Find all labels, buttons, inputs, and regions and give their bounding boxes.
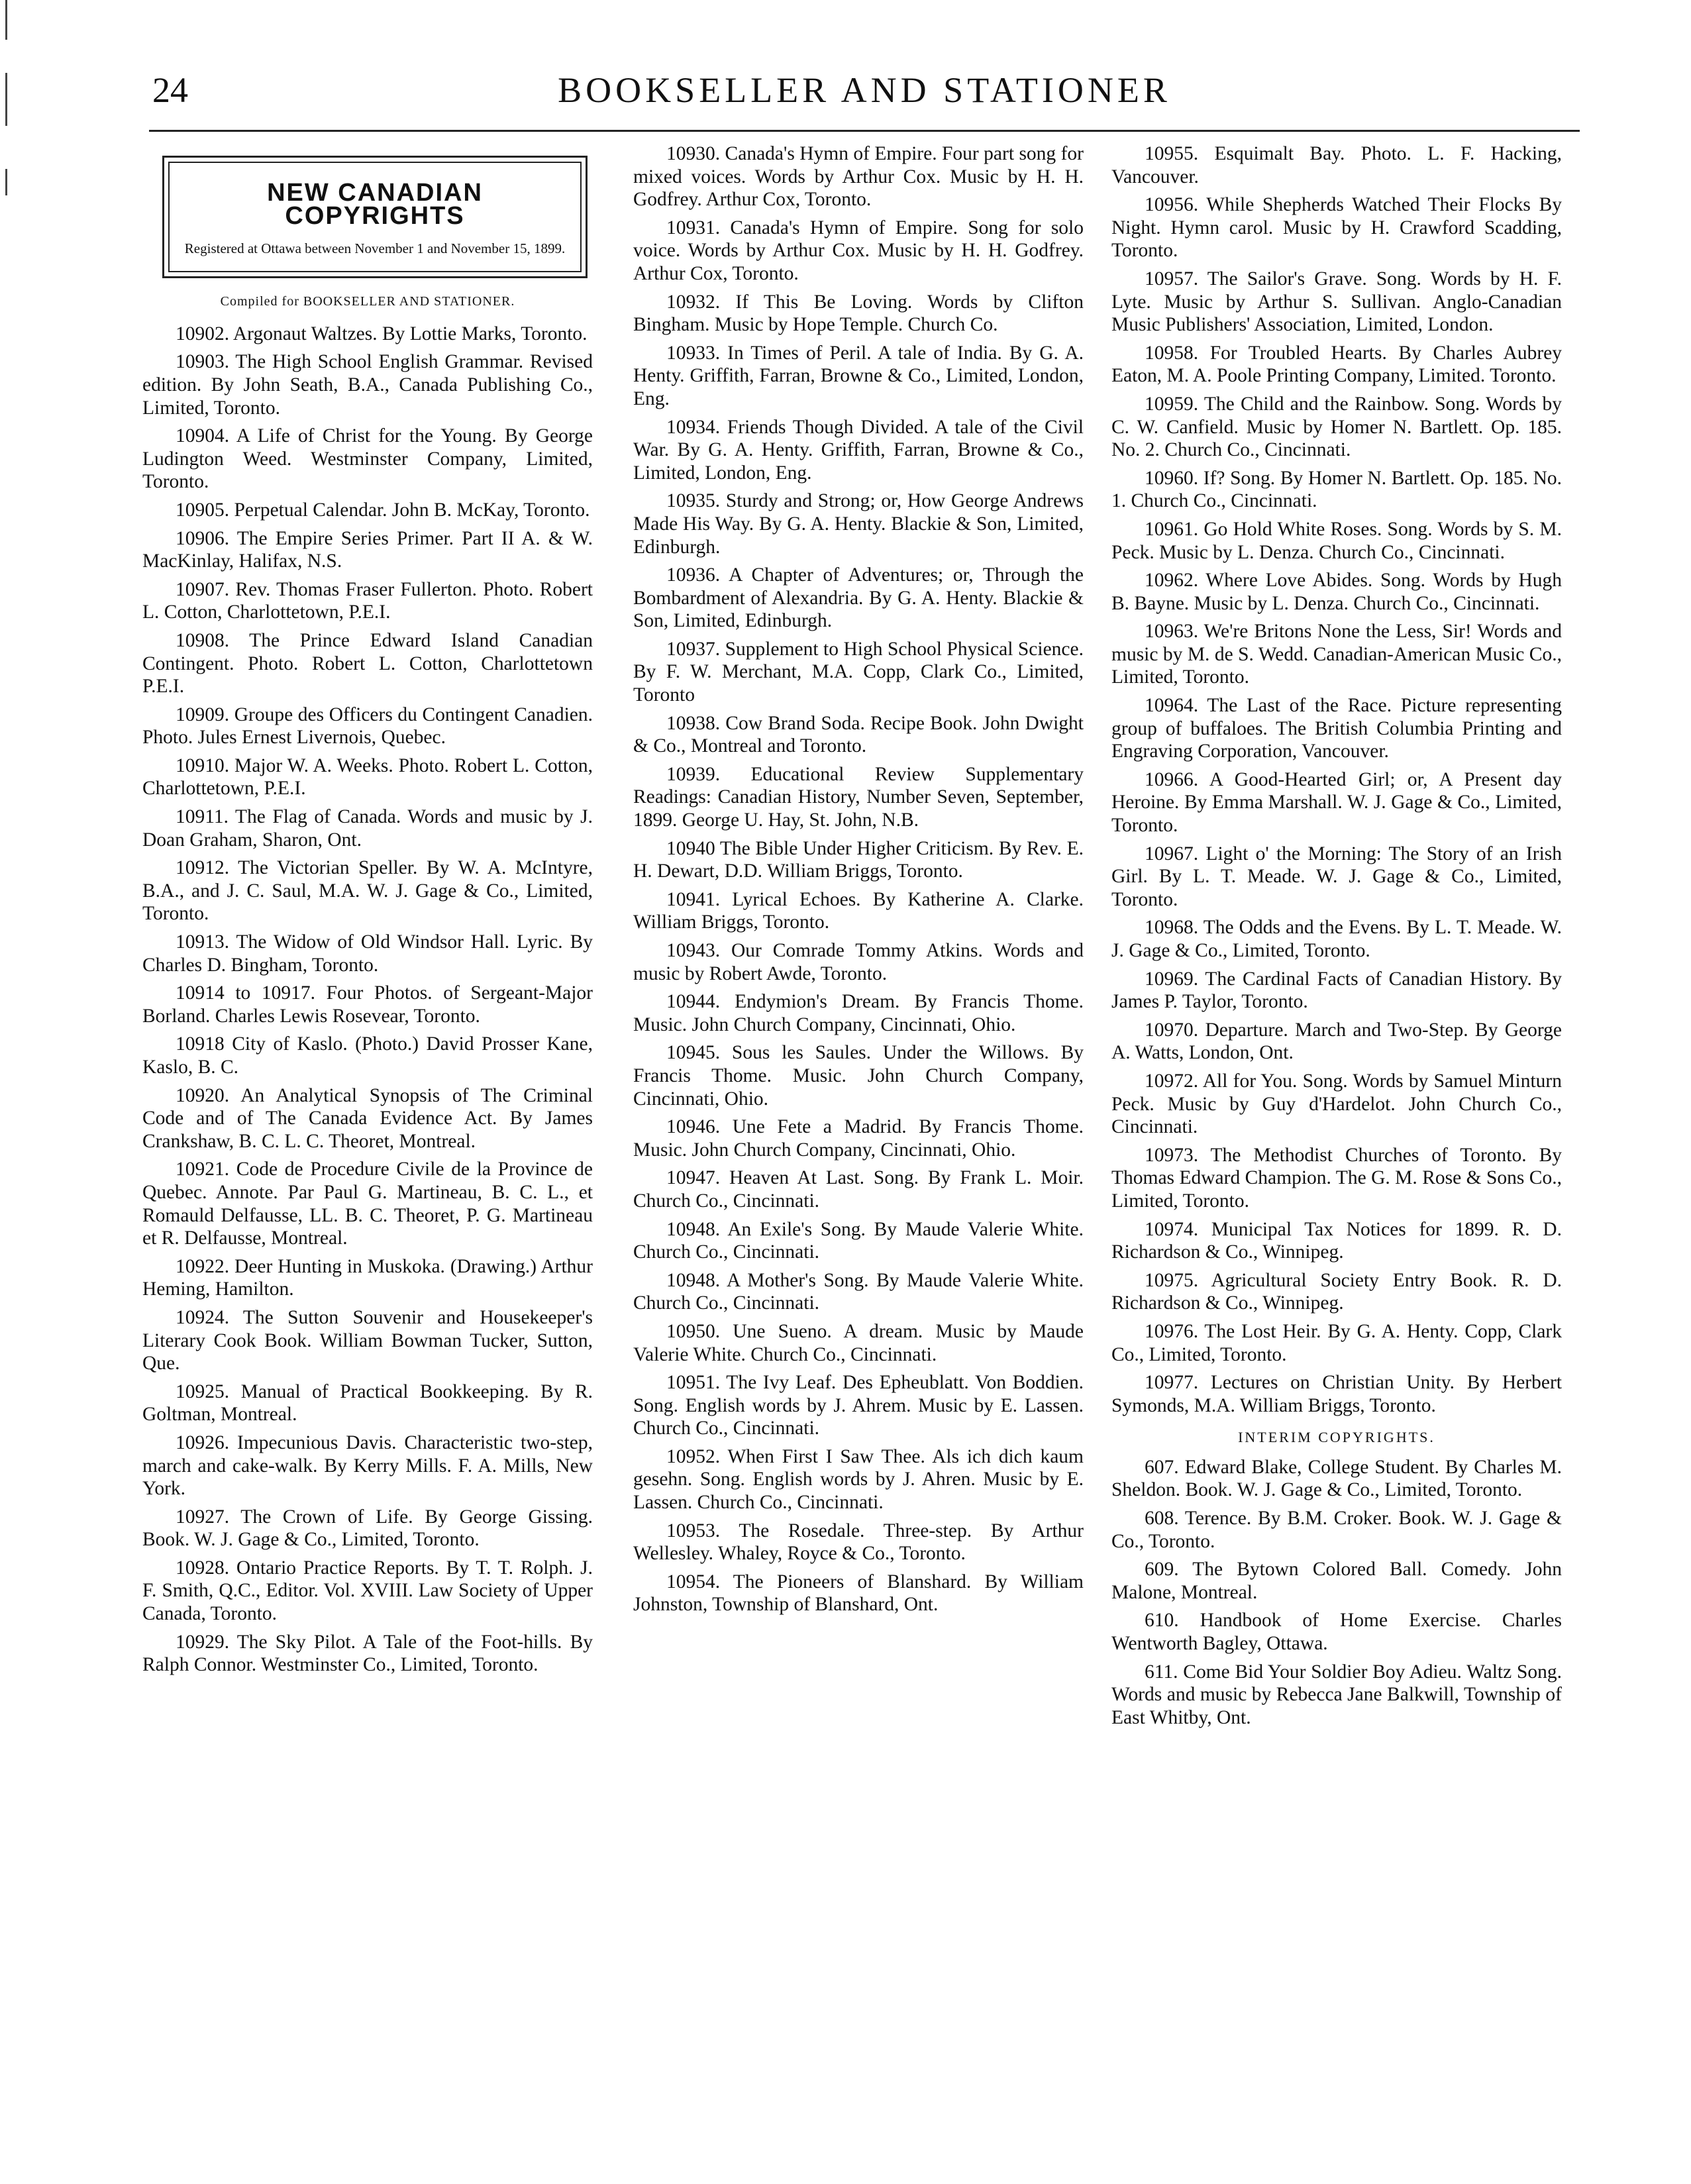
- column-2: [633, 142, 1084, 1622]
- copyright-entry: 10931. Canada's Hymn of Empire. Song for solo voice. Words by Arthur Cox. Music by H. H. Godfrey. Arthur Cox, Toronto.: [633, 217, 1084, 284]
- copyright-entry: 10936. A Chapter of Adventures; or, Through the Bombardment of Alexandria. By G. A. Henty. Blackie & Son, Limited, Edinburgh.: [633, 564, 1084, 632]
- copyright-entry: 10946. Une Fete a Madrid. By Francis Thome. Music. John Church Company, Cincinnati, Ohio.: [633, 1116, 1084, 1161]
- copyright-entry: 607. Edward Blake, College Student. By Charles M. Sheldon. Book. W. J. Gage & Co., Limited, Toronto.: [1111, 1456, 1562, 1501]
- copyright-entry: 10940 The Bible Under Higher Criticism. By Rev. E. H. Dewart, D.D. William Briggs, Toronto.: [633, 837, 1084, 882]
- copyright-entry: 10908. The Prince Edward Island Canadian Contingent. Photo. Robert L. Cotton, Charlottetown P.E.I.: [142, 629, 593, 698]
- copyright-entry: 10904. A Life of Christ for the Young. By George Ludington Weed. Westminster Company, Limited, Toronto.: [142, 425, 593, 493]
- margin-mark: [5, 169, 7, 195]
- interim-heading: INTERIM COPYRIGHTS.: [1238, 1429, 1435, 1446]
- interim-entry-list: [1111, 1456, 1562, 1730]
- copyright-entry: 10933. In Times of Peril. A tale of India. By G. A. Henty. Griffith, Farran, Browne & Co., Limited, London, Eng.: [633, 342, 1084, 409]
- copyright-entry: 10944. Endymion's Dream. By Francis Thome. Music. John Church Company, Cincinnati, Ohio.: [633, 991, 1084, 1035]
- column-1: [142, 142, 593, 1682]
- copyright-entry: 10960. If? Song. By Homer N. Bartlett. Op. 185. No. 1. Church Co., Cincinnati.: [1111, 467, 1562, 512]
- copyright-entry: 10928. Ontario Practice Reports. By T. T. Rolph. J. F. Smith, Q.C., Editor. Vol. XVIII. Law Society of Upper Canada, Toronto.: [142, 1557, 593, 1625]
- entry-list: [633, 142, 1084, 1616]
- copyright-entry: 10974. Municipal Tax Notices for 1899. R. D. Richardson & Co., Winnipeg.: [1111, 1218, 1562, 1263]
- copyright-entry: 10950. Une Sueno. A dream. Music by Maude Valerie White. Church Co., Cincinnati.: [633, 1320, 1084, 1365]
- copyright-entry: 10930. Canada's Hymn of Empire. Four part song for mixed voices. Words by Arthur Cox. Music by H. H. Godfrey. Arthur Cox, Toronto.: [633, 143, 1084, 211]
- running-head: BOOKSELLER AND STATIONER: [558, 70, 1171, 110]
- page-header: [152, 70, 1576, 129]
- copyright-entry: 10977. Lectures on Christian Unity. By Herbert Symonds, M.A. William Briggs, Toronto.: [1111, 1372, 1562, 1416]
- copyright-entry: 10948. An Exile's Song. By Maude Valerie White. Church Co., Cincinnati.: [633, 1218, 1084, 1263]
- copyright-entry: 10961. Go Hold White Roses. Song. Words by S. M. Peck. Music by L. Denza. Church Co., Cincinnati.: [1111, 518, 1562, 563]
- copyright-entry: 10947. Heaven At Last. Song. By Frank L. Moir. Church Co., Cincinnati.: [633, 1167, 1084, 1212]
- copyright-entry: 10905. Perpetual Calendar. John B. McKay, Toronto.: [176, 499, 590, 521]
- copyright-entry: 10902. Argonaut Waltzes. By Lottie Marks, Toronto.: [176, 323, 588, 344]
- copyright-entry: 10945. Sous les Saules. Under the Willows. By Francis Thome. Music. John Church Company, Cincinnati, Ohio.: [633, 1042, 1084, 1110]
- copyright-entry: 608. Terence. By B.M. Croker. Book. W. J. Gage & Co., Toronto.: [1111, 1508, 1562, 1552]
- compiled-note: Compiled for BOOKSELLER AND STATIONER.: [220, 294, 515, 309]
- title-box: [162, 156, 588, 278]
- copyright-entry: 10920. An Analytical Synopsis of The Criminal Code and of The Canada Evidence Act. By James Crankshaw, B. C. L. C. Theoret, Montreal.: [142, 1084, 593, 1152]
- copyright-entry: 10911. The Flag of Canada. Words and music by J. Doan Graham, Sharon, Ont.: [142, 806, 593, 851]
- copyright-entry: 10910. Major W. A. Weeks. Photo. Robert L. Cotton, Charlottetown, P.E.I.: [142, 754, 593, 800]
- copyright-entry: 10934. Friends Though Divided. A tale of the Civil War. By G. A. Henty. Griffith, Farran, Browne & Co., Limited, London, Eng.: [633, 416, 1084, 484]
- section-subtitle: Registered at Ottawa between November 1 and November 15, 1899.: [184, 240, 566, 257]
- copyright-entry: 10909. Groupe des Officers du Contingent Canadien. Photo. Jules Ernest Livernois, Quebec.: [142, 703, 593, 749]
- copyright-entry: 10975. Agricultural Society Entry Book. R. D. Richardson & Co., Winnipeg.: [1111, 1269, 1562, 1314]
- entry-list: [142, 323, 593, 1677]
- copyright-entry: 10973. The Methodist Churches of Toronto. By Thomas Edward Champion. The G. M. Rose & Sons Co., Limited, Toronto.: [1111, 1144, 1562, 1212]
- copyright-entry: 10969. The Cardinal Facts of Canadian History. By James P. Taylor, Toronto.: [1111, 968, 1562, 1013]
- copyright-entry: 10967. Light o' the Morning: The Story of an Irish Girl. By L. T. Meade. W. J. Gage & Co., Limited, Toronto.: [1111, 843, 1562, 910]
- copyright-entry: 10953. The Rosedale. Three-step. By Arthur Wellesley. Whaley, Royce & Co., Toronto.: [633, 1520, 1084, 1565]
- section-title: NEW CANADIAN COPYRIGHTS: [267, 179, 483, 230]
- copyright-entry: 10922. Deer Hunting in Muskoka. (Drawing.) Arthur Heming, Hamilton.: [142, 1255, 593, 1300]
- copyright-entry: 10964. The Last of the Race. Picture representing group of buffaloes. The British Columbia Printing and Engraving Corporation, Vancouver.: [1111, 695, 1562, 762]
- copyright-entry: 10951. The Ivy Leaf. Des Epheublatt. Von Boddien. Song. English words by J. Ahrem. Music by E. Lassen. Church Co., Cincinnati.: [633, 1372, 1084, 1439]
- copyright-entry: 10937. Supplement to High School Physical Science. By F. W. Merchant, M.A. Copp, Clark Co., Limited, Toronto: [633, 638, 1084, 706]
- copyright-entry: 10914 to 10917. Four Photos. of Sergeant-Major Borland. Charles Lewis Rosevear, Toronto.: [142, 982, 593, 1027]
- copyright-entry: 10963. We're Britons None the Less, Sir! Words and music by M. de S. Wedd. Canadian-American Music Co., Limited, Toronto.: [1111, 621, 1562, 688]
- copyright-entry: 10913. The Widow of Old Windsor Hall. Lyric. By Charles D. Bingham, Toronto.: [142, 931, 593, 976]
- copyright-entry: 10907. Rev. Thomas Fraser Fullerton. Photo. Robert L. Cotton, Charlottetown, P.E.I.: [142, 578, 593, 623]
- header-rule: [149, 130, 1580, 132]
- copyright-entry: 10943. Our Comrade Tommy Atkins. Words and music by Robert Awde, Toronto.: [633, 940, 1084, 984]
- copyright-entry: 10972. All for You. Song. Words by Samuel Minturn Peck. Music by Guy d'Hardelot. John Church Co., Cincinnati.: [1111, 1070, 1562, 1138]
- copyright-entry: 10926. Impecunious Davis. Characteristic two-step, march and cake-walk. By Kerry Mills. F. A. Mills, New York.: [142, 1431, 593, 1500]
- copyright-entry: 611. Come Bid Your Soldier Boy Adieu. Waltz Song. Words and music by Rebecca Jane Balkwill, Township of East Whitby, Ont.: [1111, 1661, 1562, 1728]
- copyright-entry: 10956. While Shepherds Watched Their Flocks By Night. Hymn carol. Music by H. Crawford Scadding, Toronto.: [1111, 194, 1562, 262]
- copyright-entry: 10912. The Victorian Speller. By W. A. McIntyre, B.A., and J. C. Saul, M.A. W. J. Gage & Co., Limited, Toronto.: [142, 857, 593, 925]
- copyright-entry: 10924. The Sutton Souvenir and Housekeeper's Literary Cook Book. William Bowman Tucker, Sutton, Que.: [142, 1306, 593, 1375]
- copyright-entry: 10939. Educational Review Supplementary Readings: Canadian History, Number Seven, September, 1899. George U. Hay, St. John, N.B.: [633, 763, 1084, 831]
- copyright-entry: 10925. Manual of Practical Bookkeeping. By R. Goltman, Montreal.: [142, 1380, 593, 1426]
- copyright-entry: 10921. Code de Procedure Civile de la Province de Quebec. Annote. Par Paul G. Martineau, B. C. L., et Romauld Delfausse, LL. B. C. Theoret, P. G. Martineau et R. Delfausse, Montreal.: [142, 1159, 593, 1249]
- copyright-entry: 10976. The Lost Heir. By G. A. Henty. Copp, Clark Co., Limited, Toronto.: [1111, 1320, 1562, 1365]
- copyright-entry: 10955. Esquimalt Bay. Photo. L. F. Hacking, Vancouver.: [1111, 143, 1562, 187]
- copyright-entry: 10927. The Crown of Life. By George Gissing. Book. W. J. Gage & Co., Limited, Toronto.: [142, 1506, 593, 1551]
- copyright-entry: 10962. Where Love Abides. Song. Words by Hugh B. Bayne. Music by L. Denza. Church Co., Cincinnati.: [1111, 570, 1562, 614]
- copyright-entry: 10935. Sturdy and Strong; or, How George Andrews Made His Way. By G. A. Henty. Blackie & Son, Limited, Edinburgh.: [633, 490, 1084, 558]
- copyright-entry: 10959. The Child and the Rainbow. Song. Words by C. W. Canfield. Music by Homer N. Bartlett. Op. 185. No. 2. Church Co., Cincinnati.: [1111, 393, 1562, 461]
- copyright-entry: 10954. The Pioneers of Blanshard. By William Johnston, Township of Blanshard, Ont.: [633, 1571, 1084, 1616]
- copyright-entry: 10938. Cow Brand Soda. Recipe Book. John Dwight & Co., Montreal and Toronto.: [633, 712, 1084, 757]
- copyright-entry: 610. Handbook of Home Exercise. Charles Wentworth Bagley, Ottawa.: [1111, 1610, 1562, 1655]
- copyright-entry: 609. The Bytown Colored Ball. Comedy. John Malone, Montreal.: [1111, 1559, 1562, 1603]
- copyright-entry: 10966. A Good-Hearted Girl; or, A Present day Heroine. By Emma Marshall. W. J. Gage & Co., Limited, Toronto.: [1111, 768, 1562, 837]
- entry-list: [1111, 142, 1562, 1417]
- copyright-entry: 10968. The Odds and the Evens. By L. T. Meade. W. J. Gage & Co., Limited, Toronto.: [1111, 917, 1562, 961]
- copyright-entry: 10952. When First I Saw Thee. Als ich dich kaum gesehn. Song. English words by J. Ahren. Music by E. Lassen. Church Co., Cincinnati.: [633, 1445, 1084, 1514]
- column-3: [1111, 142, 1562, 1734]
- copyright-entry: 10932. If This Be Loving. Words by Clifton Bingham. Music by Hope Temple. Church Co.: [633, 291, 1084, 336]
- copyright-entry: 10903. The High School English Grammar. Revised edition. By John Seath, B.A., Canada Publishing Co., Limited, Toronto.: [142, 351, 593, 419]
- copyright-entry: 10957. The Sailor's Grave. Song. Words by H. F. Lyte. Music by Arthur S. Sullivan. Anglo-Canadian Music Publishers' Association, Limited, London.: [1111, 268, 1562, 336]
- copyright-entry: 10948. A Mother's Song. By Maude Valerie White. Church Co., Cincinnati.: [633, 1269, 1084, 1314]
- title-box-inner: [168, 162, 582, 272]
- copyright-entry: 10906. The Empire Series Primer. Part II A. & W. MacKinlay, Halifax, N.S.: [142, 527, 593, 572]
- page-number: 24: [152, 70, 188, 110]
- copyright-entry: 10918 City of Kaslo. (Photo.) David Prosser Kane, Kaslo, B. C.: [142, 1033, 593, 1078]
- copyright-entry: 10929. The Sky Pilot. A Tale of the Foot-hills. By Ralph Connor. Westminster Co., Limited, Toronto.: [142, 1631, 593, 1676]
- margin-mark: [5, 73, 7, 126]
- copyright-entry: 10958. For Troubled Hearts. By Charles Aubrey Eaton, M. A. Poole Printing Company, Limited. Toronto.: [1111, 342, 1562, 387]
- copyright-entry: 10970. Departure. March and Two-Step. By George A. Watts, London, Ont.: [1111, 1019, 1562, 1064]
- copyright-entry: 10941. Lyrical Echoes. By Katherine A. Clarke. William Briggs, Toronto.: [633, 888, 1084, 933]
- margin-mark: [5, 0, 7, 40]
